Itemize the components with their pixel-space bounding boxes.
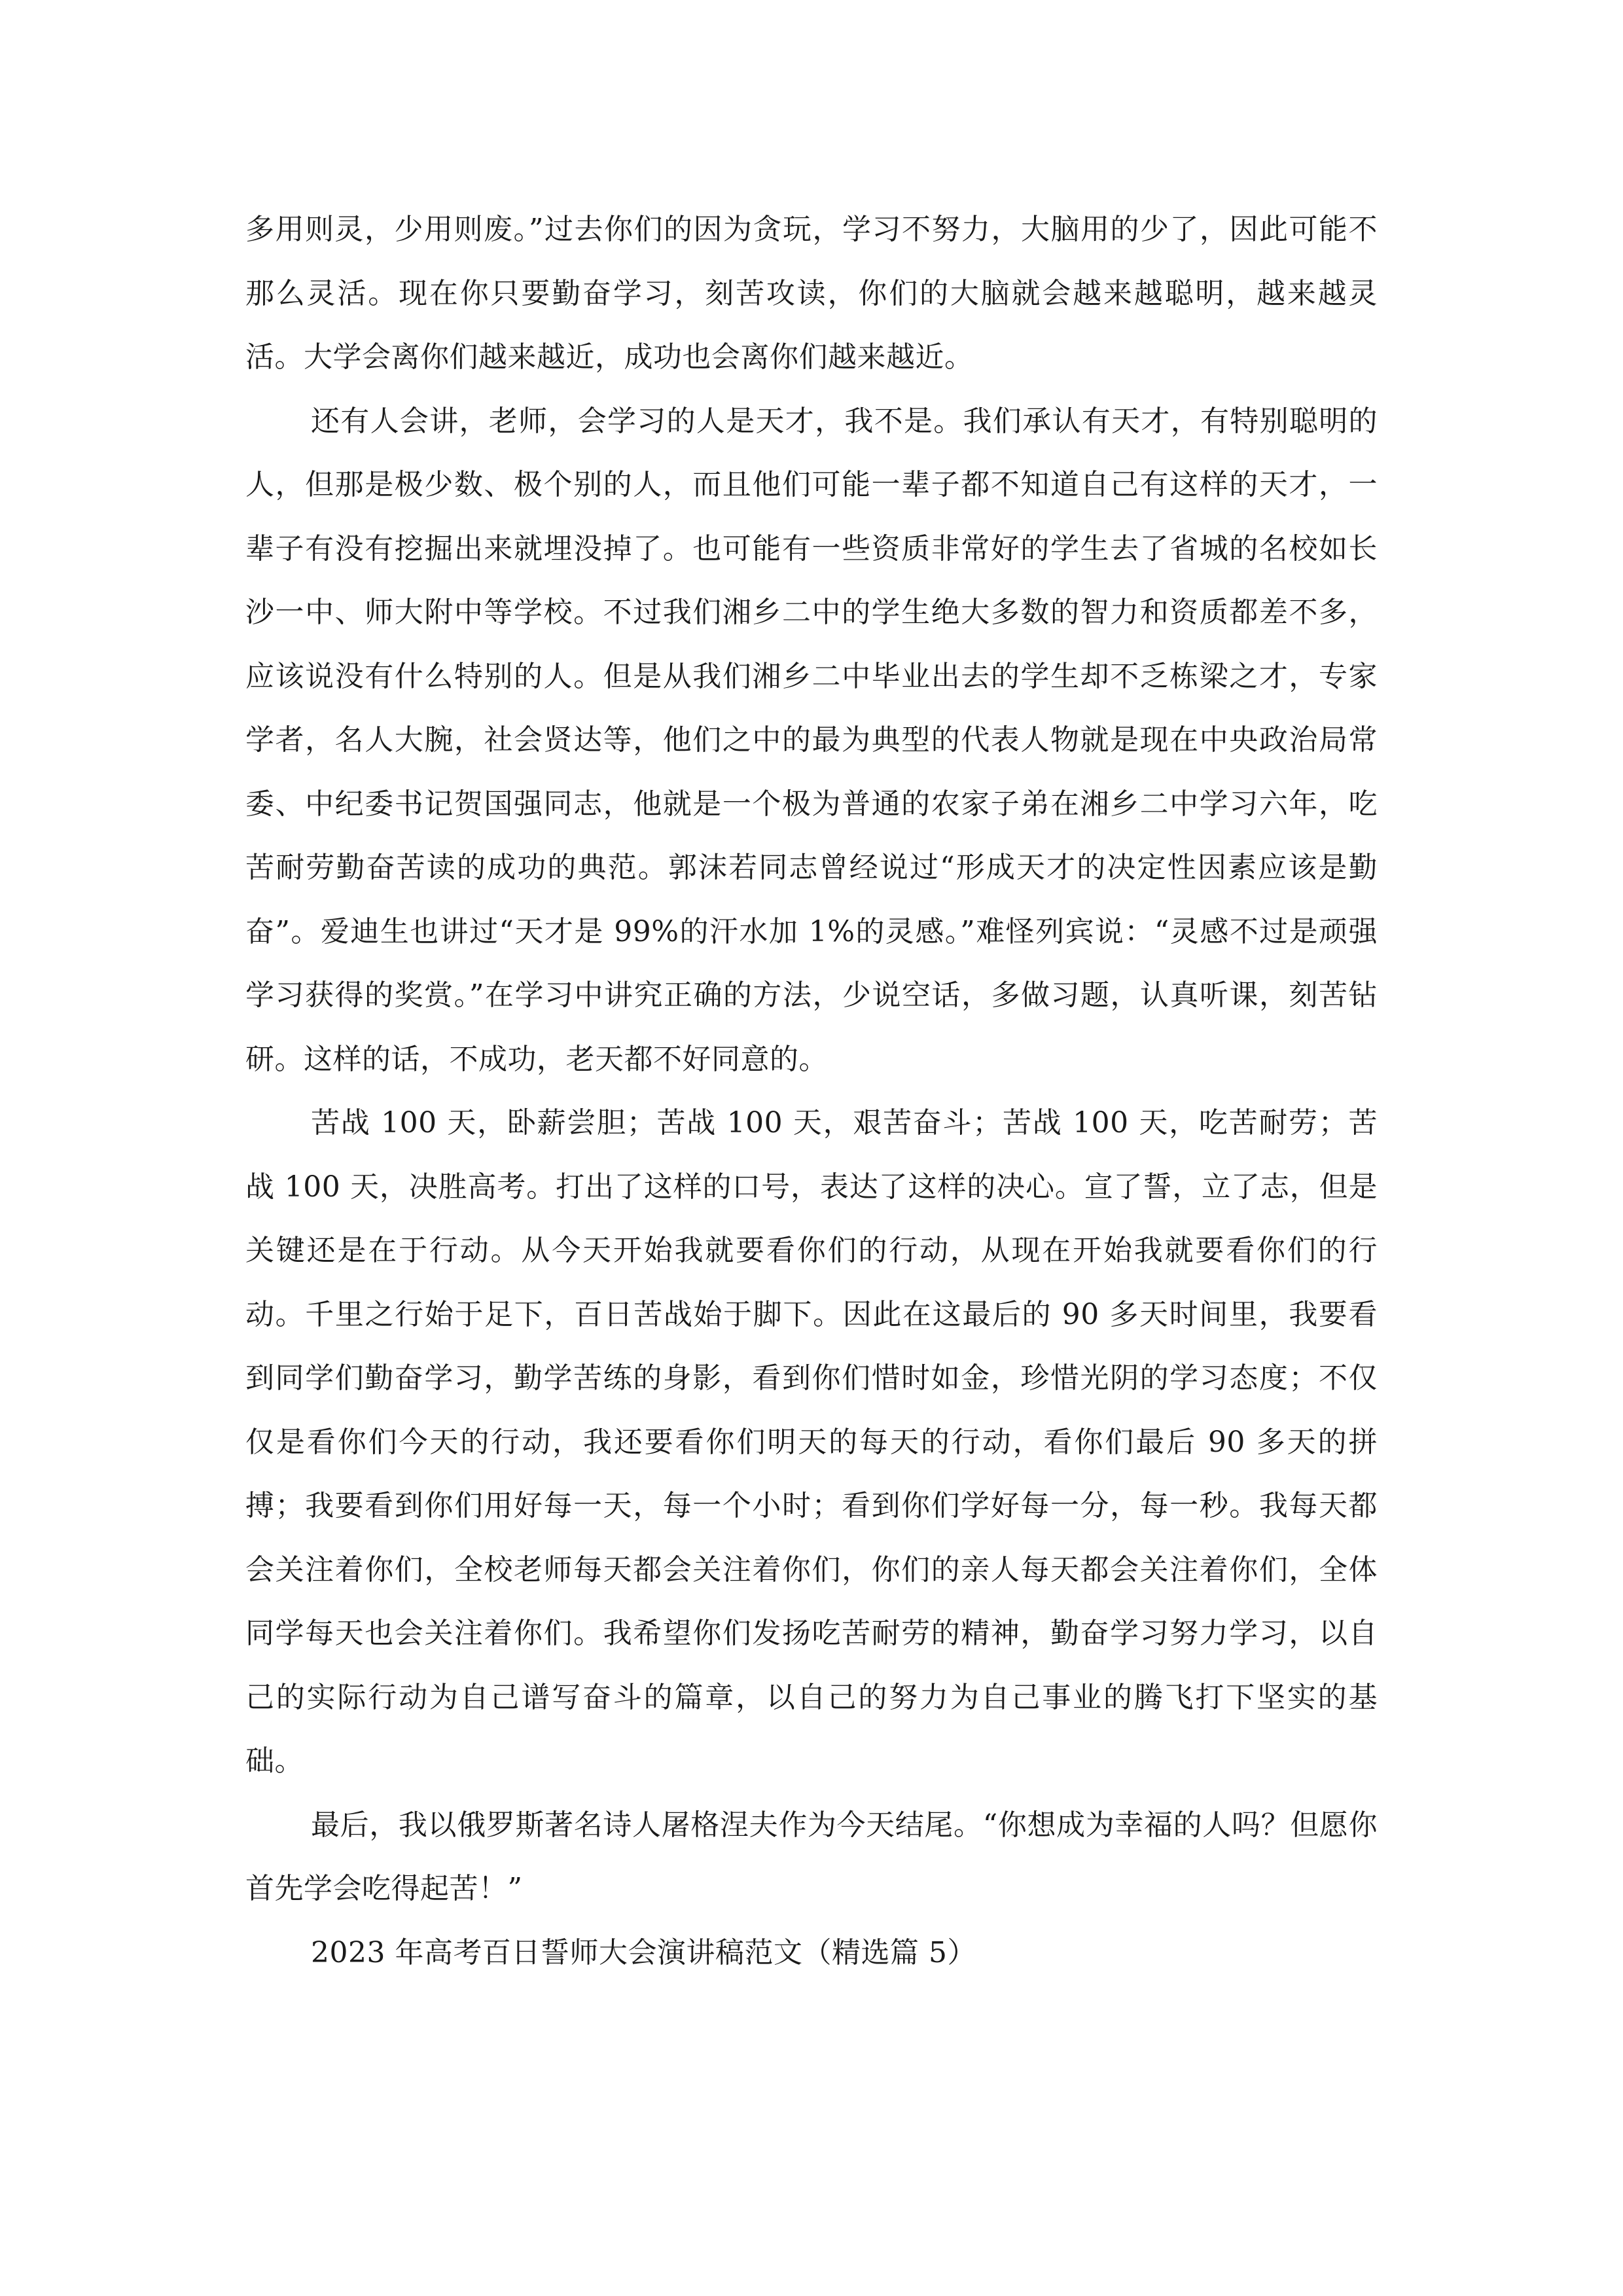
paragraph-3: 苦战 100 天，卧薪尝胆；苦战 100 天，艰苦奋斗；苦战 100 天，吃苦耐劳；苦战 100 天，决胜高考。打出了这样的口号，表达了这样的决心。宣了誓，立了志，但是关键还是在于行动。从今天开始我就要看你们的行动，从现在开始我就要看你们的行动。千里之行始于足下，百日苦战始于脚下。因此在这最后的 90 多天时间里，我要看到同学们勤奋学习，勤学苦练的身影，看到你们惜时如金，珍惜光阴的学习态度；不仅仅是看你们今天的行动，我还要看你们明天的每天的行动，看你们最后 90 多天的拼搏；我要看到你们用好每一天，每一个小时；看到你们学好每一分，每一秒。我每天都会关注着你们，全校老师每天都会关注着你们，你们的亲人每天都会关注着你们，全体同学每天也会关注着你们。我希望你们发扬吃苦耐劳的精神，勤奋学习努力学习，以自己的实际行动为自己谱写奋斗的篇章，以自己的努力为自己事业的腾飞打下坚实的基础。 xyxy=(245,1106,1378,1778)
section-heading: 2023 年高考百日誓师大会演讲稿范文（精选篇 5） xyxy=(311,1935,976,1969)
document-body xyxy=(245,198,1378,1984)
paragraph-4: 最后，我以俄罗斯著名诗人屠格涅夫作为今天结尾。“你想成为幸福的人吗？但愿你首先学会吃得起苦！” xyxy=(245,1808,1378,1905)
paragraph-2: 还有人会讲，老师，会学习的人是天才，我不是。我们承认有天才，有特别聪明的人，但那是极少数、极个别的人，而且他们可能一辈子都不知道自己有这样的天才，一辈子有没有挖掘出来就埋没掉了。也可能有一些资质非常好的学生去了省城的名校如长沙一中、师大附中等学校。不过我们湘乡二中的学生绝大多数的智力和资质都差不多，应该说没有什么特别的人。但是从我们湘乡二中毕业出去的学生却不乏栋梁之才，专家学者，名人大腕，社会贤达等，他们之中的最为典型的代表人物就是现在中央政治局常委、中纪委书记贺国强同志，他就是一个极为普通的农家子弟在湘乡二中学习六年，吃苦耐劳勤奋苦读的成功的典范。郭沫若同志曾经说过“形成天才的决定性因素应该是勤奋”。爱迪生也讲过“天才是 99%的汗水加 1%的灵感。”难怪列宾说：“灵感不过是顽强学习获得的奖赏。”在学习中讲究正确的方法，少说空话，多做习题，认真听课，刻苦钻研。这样的话，不成功，老天都不好同意的。 xyxy=(245,404,1378,1076)
paragraph-1: 多用则灵，少用则废。”过去你们的因为贪玩，学习不努力，大脑用的少了，因此可能不那么灵活。现在你只要勤奋学习，刻苦攻读，你们的大脑就会越来越聪明，越来越灵活。大学会离你们越来越近，成功也会离你们越来越近。 xyxy=(245,213,1378,374)
